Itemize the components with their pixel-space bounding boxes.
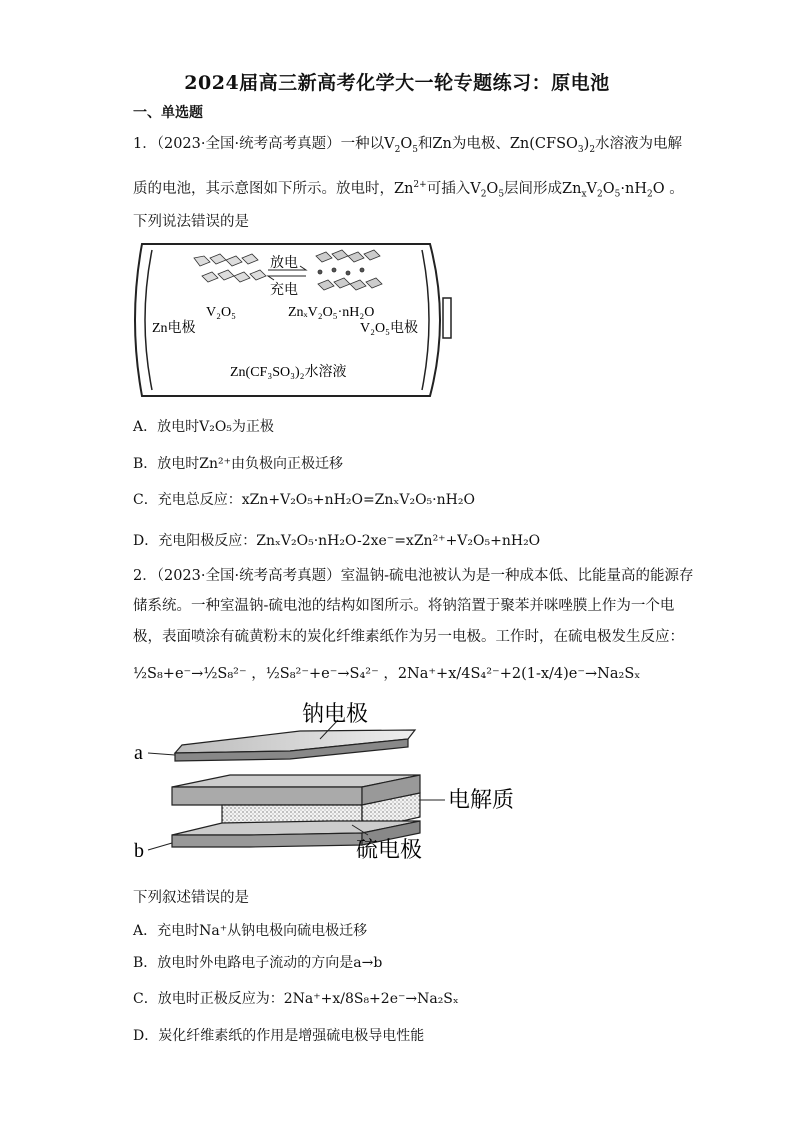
electrolyte-label: Zn(CF₃SO₃)₂水溶液: [230, 365, 347, 380]
v2o5-label: V₂O₅: [206, 305, 236, 320]
terminal-b-label: b: [134, 840, 144, 862]
battery-diagram: [130, 240, 470, 400]
q1-stem-line2: 质的电池，其示意图如下所示。放电时，$Zn^{2+}$可插入$V_2O_5$层间形成$Zn_xV_2O_5\cdot nH_2O$ 。: [133, 180, 684, 200]
q2-option-d[interactable]: D．炭化纤维素纸的作用是增强硫电极导电性能: [133, 1028, 425, 1044]
q1-option-d[interactable]: D．充电阳极反应：ZnₓV₂O₅·nH₂O-2xe⁻=xZn²⁺+V₂O₅+nH₂O: [133, 533, 541, 549]
electrolyte-label: 电解质: [448, 787, 515, 812]
zn-electrode-label: Zn电极: [152, 321, 196, 336]
q1-option-a[interactable]: A．放电时V₂O₅为正极: [133, 419, 274, 435]
sodium-electrode-label: 钠电极: [302, 701, 369, 726]
charge-label: 充电: [270, 283, 298, 298]
intercalated-crystal-icon: [316, 250, 382, 290]
page-title: 2024届高三新高考化学大一轮专题练习：原电池: [184, 72, 610, 94]
q2-stem-line1: 2．（2023·全国·统考高考真题）室温钠-硫电池被认为是一种成本低、比能量高的能源存: [133, 568, 694, 584]
q2-reaction-equations: ½S₈+e⁻→½S₈²⁻ ，½S₈²⁻+e⁻→S₄²⁻ ，2Na⁺+x/4S₄²⁻+2(1-x/4)e⁻→Na₂Sₓ: [133, 666, 641, 682]
q2-option-a[interactable]: A．充电时Na⁺从钠电极向硫电极迁移: [133, 923, 368, 939]
terminal-a-label: a: [134, 742, 143, 764]
q1-option-b[interactable]: B．放电时Zn²⁺由负极向正极迁移: [133, 456, 344, 472]
q2-stem-line2: 储系统。一种室温钠-硫电池的结构如图所示。将钠箔置于聚苯并咪唑膜上作为一个电: [133, 598, 675, 614]
q2-stem-line3: 极，表面喷涂有硫黄粉末的炭化纤维素纸作为另一电极。工作时，在硫电极发生反应：: [133, 629, 684, 645]
q1-option-c[interactable]: C．充电总反应：xZn+V₂O₅+nH₂O=ZnₓV₂O₅·nH₂O: [133, 492, 475, 508]
section-heading: 一、单选题: [133, 105, 203, 121]
q2-option-b[interactable]: B．放电时外电路电子流动的方向是a→b: [133, 955, 383, 971]
q2-stem-line4: 下列叙述错误的是: [133, 890, 249, 906]
sodium-sulfur-diagram: [130, 695, 530, 870]
product-label: ZnₓV₂O₅·nH₂O: [288, 305, 375, 320]
v2o5-crystal-icon: [194, 254, 266, 282]
q1-stem-line1: 1．（2023·全国·统考高考真题）一种以$V_2O_5$和Zn为电极、$Zn(CFSO_3)_2$水溶液为电解: [133, 136, 683, 155]
q2-option-c[interactable]: C．放电时正极反应为：2Na⁺+x/8S₈+2e⁻→Na₂Sₓ: [133, 991, 459, 1007]
q1-stem-line3: 下列说法错误的是: [133, 214, 249, 230]
v2o5-electrode-label: V₂O₅电极: [360, 321, 418, 336]
sulfur-electrode-label: 硫电极: [356, 837, 423, 862]
discharge-label: 放电: [270, 256, 298, 271]
